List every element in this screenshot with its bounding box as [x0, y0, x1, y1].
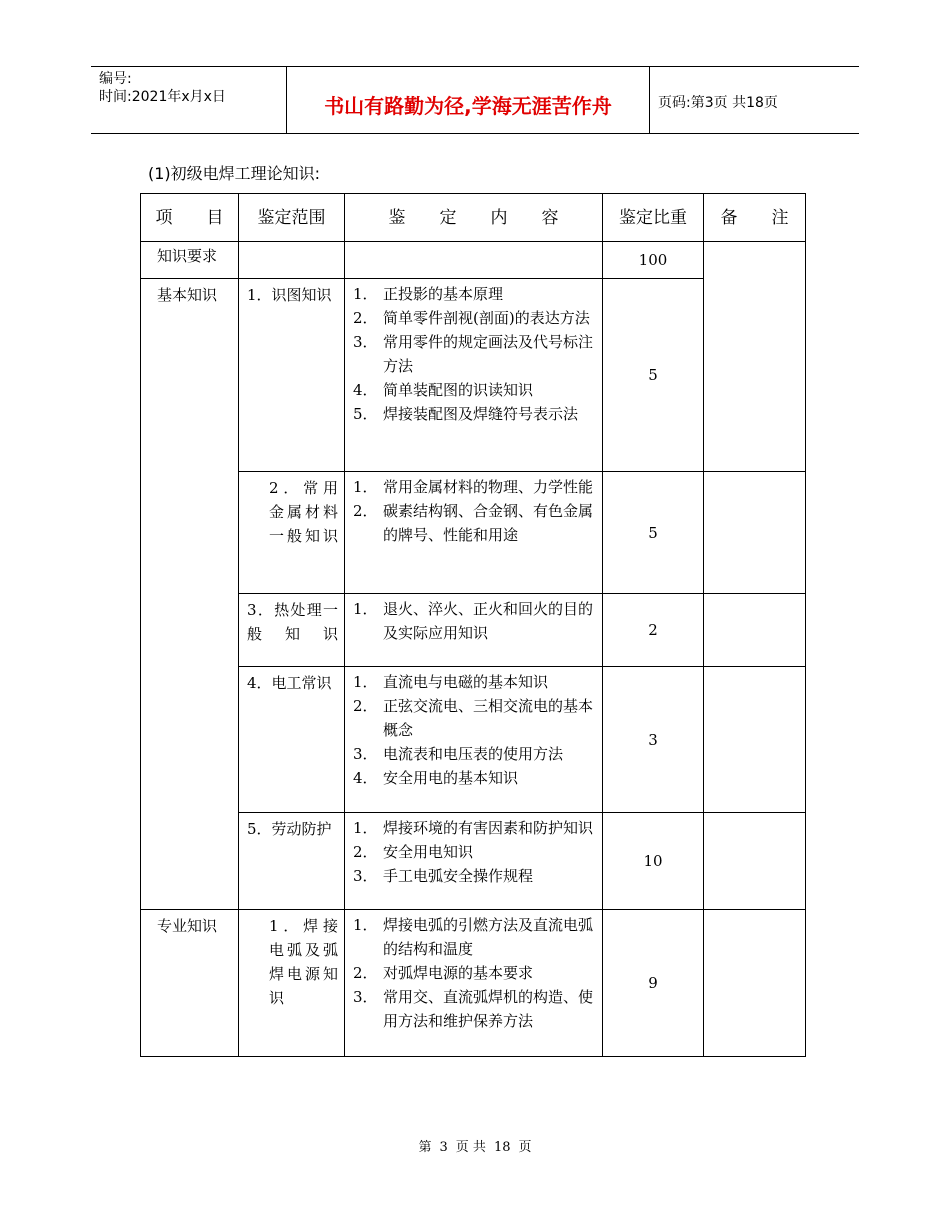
- item-number: 4．: [353, 769, 378, 787]
- empty-cell: [239, 242, 345, 279]
- list-item: [353, 766, 594, 790]
- list-item: [353, 499, 594, 547]
- list-item: [353, 961, 594, 985]
- list-item: [353, 378, 594, 402]
- range-cell: 5．劳动防护: [239, 813, 345, 910]
- range-cell: 2．常用金属材料一般知识: [239, 472, 345, 594]
- item-text: 简单零件剖视(剖面)的表达方法: [383, 309, 590, 327]
- content-cell: [345, 667, 603, 813]
- item-number: 1．: [353, 916, 378, 934]
- table-row: [141, 242, 806, 279]
- table-row: [141, 910, 806, 1057]
- list-item: [353, 742, 594, 766]
- item-number: 4．: [353, 381, 378, 399]
- req-weight: 100: [603, 242, 704, 279]
- header-page-cell: [650, 67, 859, 133]
- weight-cell: 2: [603, 594, 704, 667]
- range-cell: 4．电工常识: [239, 667, 345, 813]
- weight-cell: 9: [603, 910, 704, 1057]
- item-number: 1．: [353, 285, 378, 303]
- category-cell: 专业知识: [141, 910, 239, 1057]
- table-row: [141, 594, 806, 667]
- content-cell: [345, 279, 603, 472]
- table-row: [141, 472, 806, 594]
- motto: 书山有路勤为径,学海无涯苦作舟: [324, 94, 612, 118]
- header-item: 项 目: [141, 194, 239, 242]
- remark-cell: [704, 667, 806, 813]
- page-header: [91, 66, 859, 134]
- req-label: 知识要求: [141, 242, 239, 279]
- section-title: (1)初级电焊工理论知识:: [148, 164, 321, 183]
- list-item: [353, 864, 594, 888]
- list-item: [353, 306, 594, 330]
- item-text: 手工电弧安全操作规程: [383, 867, 534, 885]
- list-item: [353, 840, 594, 864]
- header-meta-cell: [91, 67, 287, 133]
- list-item: [353, 816, 594, 840]
- content-cell: [345, 594, 603, 667]
- item-number: 2．: [353, 843, 378, 861]
- item-number: 3．: [353, 333, 378, 351]
- footer-mid: 页 共: [455, 1140, 486, 1155]
- time-label: 时间:2021年x月x日: [99, 89, 226, 105]
- header-weight: 鉴定比重: [603, 194, 704, 242]
- header-motto-cell: [287, 67, 650, 133]
- item-text: 对弧焊电源的基本要求: [383, 964, 534, 982]
- list-item: [353, 985, 594, 1033]
- table-row: [141, 667, 806, 813]
- item-text: 常用交、直流弧焊机的构造、使用方法和维护保养方法: [383, 988, 594, 1030]
- weight-cell: 3: [603, 667, 704, 813]
- weight-cell: 5: [603, 279, 704, 472]
- item-text: 碳素结构钢、合金钢、有色金属的牌号、性能和用途: [383, 502, 594, 544]
- item-number: 3．: [353, 988, 378, 1006]
- item-text: 常用零件的规定画法及代号标注方法: [383, 333, 594, 375]
- number-label: 编号:: [99, 71, 132, 87]
- item-number: 3．: [353, 745, 378, 763]
- item-number: 1．: [353, 478, 378, 496]
- footer-page-number: 3: [439, 1140, 448, 1155]
- item-text: 简单装配图的识读知识: [383, 381, 534, 399]
- range-cell: 1．识图知识: [239, 279, 345, 472]
- weight-cell: 10: [603, 813, 704, 910]
- remark-cell: [704, 594, 806, 667]
- item-text: 正投影的基本原理: [383, 285, 504, 303]
- content-cell: [345, 813, 603, 910]
- item-text: 电流表和电压表的使用方法: [383, 745, 564, 763]
- footer-total-pages: 18: [493, 1140, 511, 1155]
- item-text: 焊接装配图及焊缝符号表示法: [383, 405, 579, 423]
- list-item: [353, 330, 594, 378]
- category-cell: 基本知识: [141, 279, 239, 910]
- header-range: 鉴定范围: [239, 194, 345, 242]
- item-number: 5．: [353, 405, 378, 423]
- item-text: 安全用电的基本知识: [383, 769, 519, 787]
- item-number: 1．: [353, 673, 378, 691]
- content-cell: [345, 910, 603, 1057]
- page-footer: [0, 1136, 950, 1155]
- content-cell: [345, 472, 603, 594]
- item-number: 2．: [353, 309, 378, 327]
- range-cell: 1．焊接电弧及弧焊电源知识: [239, 910, 345, 1057]
- item-number: 2．: [353, 697, 378, 715]
- page-info: 页码:第3页 共18页: [658, 95, 778, 111]
- remark-cell: [704, 910, 806, 1057]
- list-item: [353, 402, 594, 426]
- header-remark: 备 注: [704, 194, 806, 242]
- item-text: 退火、淬火、正火和回火的目的及实际应用知识: [383, 600, 594, 642]
- item-text: 正弦交流电、三相交流电的基本概念: [383, 697, 594, 739]
- list-item: [353, 913, 594, 961]
- list-item: [353, 475, 594, 499]
- item-number: 2．: [353, 502, 378, 520]
- list-item: [353, 597, 594, 645]
- list-item: [353, 670, 594, 694]
- item-text: 直流电与电磁的基本知识: [383, 673, 549, 691]
- list-item: [353, 694, 594, 742]
- item-number: 3．: [353, 867, 378, 885]
- item-number: 2．: [353, 964, 378, 982]
- range-cell: 3．热处理一般知识: [239, 594, 345, 667]
- header-content: 鉴 定 内 容: [345, 194, 603, 242]
- remark-cell: [704, 472, 806, 594]
- item-text: 焊接环境的有害因素和防护知识: [383, 819, 594, 837]
- item-number: 1．: [353, 600, 378, 618]
- footer-pre: 第: [418, 1140, 432, 1155]
- item-text: 安全用电知识: [383, 843, 474, 861]
- footer-post: 页: [518, 1140, 532, 1155]
- table-header-row: [141, 194, 806, 242]
- empty-cell: [345, 242, 603, 279]
- item-text: 常用金属材料的物理、力学性能: [383, 478, 594, 496]
- item-number: 1．: [353, 819, 378, 837]
- item-text: 焊接电弧的引燃方法及直流电弧的结构和温度: [383, 916, 594, 958]
- list-item: [353, 282, 594, 306]
- weight-cell: 5: [603, 472, 704, 594]
- table-row: [141, 813, 806, 910]
- remark-cell: [704, 242, 806, 472]
- remark-cell: [704, 813, 806, 910]
- knowledge-table: [140, 193, 806, 1057]
